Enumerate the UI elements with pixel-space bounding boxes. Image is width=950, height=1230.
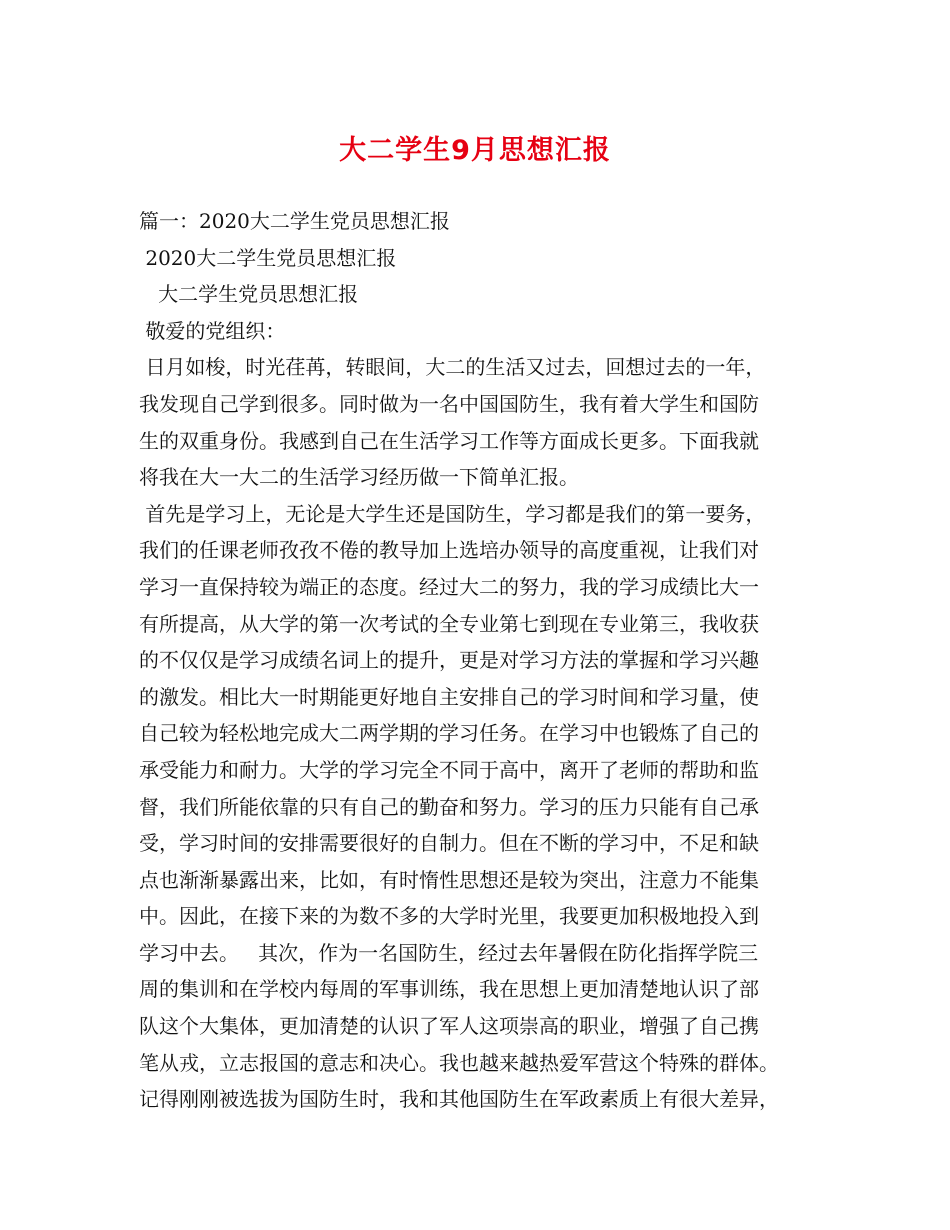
document-title: 大二学生9月思想汇报 xyxy=(339,135,611,166)
text-line: 记得刚刚被选拔为国防生时，我和其他国防生在军政素质上有很大差异， xyxy=(139,1087,779,1112)
text-line: 队这个大集体，更加清楚的认识了军人这项崇高的职业，增强了自己携 xyxy=(139,1014,759,1039)
text-line: 自己较为轻松地完成大二两学期的学习任务。在学习中也锻炼了自己的 xyxy=(139,721,759,746)
text-line: 承受能力和耐力。大学的学习完全不同于高中，离开了老师的帮助和监 xyxy=(139,757,759,782)
text-line: 2020大二学生党员思想汇报 xyxy=(139,245,397,270)
text-line: 笔从戎，立志报国的意志和决心。我也越来越热爱军营这个特殊的群体。 xyxy=(139,1050,779,1075)
text-line: 日月如梭，时光荏苒，转眼间，大二的生活又过去，回想过去的一年， xyxy=(139,355,766,380)
text-line: 将我在大一大二的生活学习经历做一下简单汇报。 xyxy=(139,465,579,490)
text-line: 我发现自己学到很多。同时做为一名中国国防生，我有着大学生和国防 xyxy=(139,391,759,416)
text-line: 周的集训和在学校内每周的军事训练，我在思想上更加清楚地认识了部 xyxy=(139,977,759,1002)
text-line: 的激发。相比大一时期能更好地自主安排自己的学习时间和学习量，使 xyxy=(139,684,759,709)
text-line: 敬爱的党组织： xyxy=(139,318,286,343)
text-line: 大二学生党员思想汇报 xyxy=(139,282,359,307)
document-body xyxy=(139,203,829,1118)
text-line: 生的双重身份。我感到自己在生活学习工作等方面成长更多。下面我就 xyxy=(139,428,759,453)
text-line: 受，学习时间的安排需要很好的自制力。但在不断的学习中，不足和缺 xyxy=(139,831,759,856)
text-line: 首先是学习上，无论是大学生还是国防生，学习都是我们的第一要务， xyxy=(139,501,766,526)
text-line: 点也渐渐暴露出来，比如，有时惰性思想还是较为突出，注意力不能集 xyxy=(139,867,759,892)
text-line: 我们的任课老师孜孜不倦的教导加上选培办领导的高度重视，让我们对 xyxy=(139,538,759,563)
text-line: 的不仅仅是学习成绩名词上的提升，更是对学习方法的掌握和学习兴趣 xyxy=(139,648,759,673)
text-line: 有所提高，从大学的第一次考试的全专业第七到现在专业第三，我收获 xyxy=(139,611,759,636)
text-line: 中。因此，在接下来的为数不多的大学时光里，我要更加积极地投入到 xyxy=(139,904,759,929)
text-line: 学习一直保持较为端正的态度。经过大二的努力，我的学习成绩比大一 xyxy=(139,574,759,599)
text-line: 篇一：2020大二学生党员思想汇报 xyxy=(139,209,450,233)
text-line: 学习中去。 其次，作为一名国防生，经过去年暑假在防化指挥学院三 xyxy=(139,940,759,965)
text-line: 督，我们所能依靠的只有自己的勤奋和努力。学习的压力只能有自己承 xyxy=(139,794,759,819)
